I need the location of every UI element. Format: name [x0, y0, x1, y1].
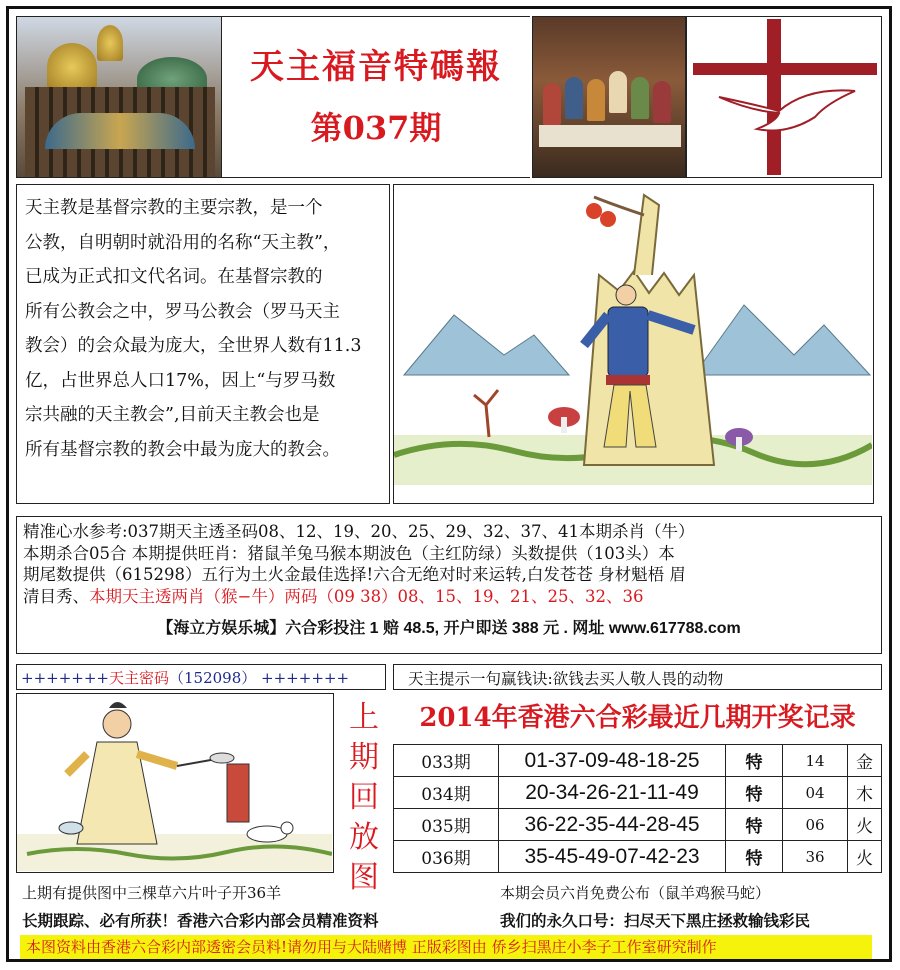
- tips-panel: [16, 516, 882, 654]
- secret-code-bar: +++++++天主密码（152098） +++++++: [16, 664, 386, 690]
- table-row: 036期 35-45-49-07-42-23 特 36 火: [394, 841, 882, 873]
- intro-text: [25, 191, 387, 467]
- intro-line: 亿，占世界总人口17%，因上“与罗马数: [25, 370, 336, 391]
- tips-line: 期尾数提供（615298）五行为土火金最佳选择!六合无绝对时来运转,白发苍苍 身材魁梧 眉: [23, 565, 686, 584]
- cartoon-illustration: [394, 185, 872, 502]
- table-row: 035期 36-22-35-44-28-45 特 06 火: [394, 809, 882, 841]
- footer-slogan-right: 我们的永久口号：扫尽天下黑庄拯救输钱彩民: [500, 911, 811, 930]
- intro-line: 所有基督宗教的教会中最为庞大的教会。: [25, 439, 340, 460]
- footer-last-issue-note: 上期有提供图中三棵草六片叶子开36羊: [22, 884, 282, 902]
- secret-code-value: （152098）: [169, 669, 257, 687]
- issue-number: 第037期: [310, 109, 442, 147]
- lady-dog-illustration: [17, 694, 332, 871]
- previous-issue-picture: [16, 693, 334, 873]
- intro-line: 天主教是基督宗教的主要宗教，是一个: [25, 198, 323, 218]
- records-title: 2014年香港六合彩最近几期开奖记录: [419, 703, 856, 733]
- cross-dove-image: [686, 16, 882, 178]
- footer-disclaimer-bar: 本图资料由香港六合彩内部透密会员料!请勿用与大陆赌博 正版彩图由 侨乡扫黑庄小李子工作室研究制作: [20, 935, 872, 959]
- lottery-records-table: [393, 744, 882, 873]
- last-supper-image: [532, 16, 686, 178]
- dove-icon: [717, 77, 857, 137]
- tips-line-highlight: 清目秀、本期天主透两肖（猴−牛）两码（09 38）08、15、19、21、25、32、36: [23, 586, 644, 606]
- intro-line: 宗共融的天主教会”,目前天主教会也是: [25, 405, 320, 425]
- intro-panel: [16, 184, 390, 504]
- intro-line: 公教，自明朝时就沿用的名称“天主教”，: [25, 232, 341, 253]
- footer-slogan-left: 长期跟踪、必有所获！香港六合彩内部会员精准资料: [22, 911, 379, 930]
- casino-ad: 【海立方娱乐城】六合彩投注 1 赔 48.5, 开户即送 388 元 . 网址 www.617788.com: [157, 620, 741, 637]
- footer: [16, 878, 882, 962]
- table-row: 033期 01-37-09-48-18-25 特 14 金: [394, 745, 882, 777]
- tips-line: 精准心水参考:037期天主透圣码08、12、19、20、25、29、32、37、41本期杀肖（牛）: [23, 522, 695, 541]
- intro-line: 所有公教会之中，罗马公教会（罗马天主: [25, 301, 340, 322]
- title-panel: [222, 16, 530, 178]
- hint-text: 天主提示一句赢钱诀:欲钱去买人敬人畏的动物: [408, 670, 724, 688]
- tips-text: [23, 521, 879, 607]
- table-row: 034期 20-34-26-21-11-49 特 04 木: [394, 777, 882, 809]
- church-image: [16, 16, 222, 178]
- secret-code-label: 天主密码: [108, 669, 169, 687]
- newspaper-title: 天主福音特碼報: [250, 47, 502, 87]
- puzzle-cartoon: [393, 184, 874, 504]
- footer-member-note: 本期会员六肖免费公布（鼠羊鸡猴马蛇）: [500, 884, 771, 902]
- last-issue-replay-label: 上 期 回 放 图: [349, 700, 379, 895]
- hint-bar: [393, 664, 882, 690]
- intro-line: 已成为正式扣文代名词。在基督宗教的: [25, 267, 323, 287]
- tips-line: 本期杀合05合 本期提供旺肖：猪鼠羊兔马猴本期波色（主红防绿）头数提供（103头）本: [23, 543, 675, 563]
- intro-line: 教会）的会众最为庞大，全世界人数有11.3: [25, 336, 362, 356]
